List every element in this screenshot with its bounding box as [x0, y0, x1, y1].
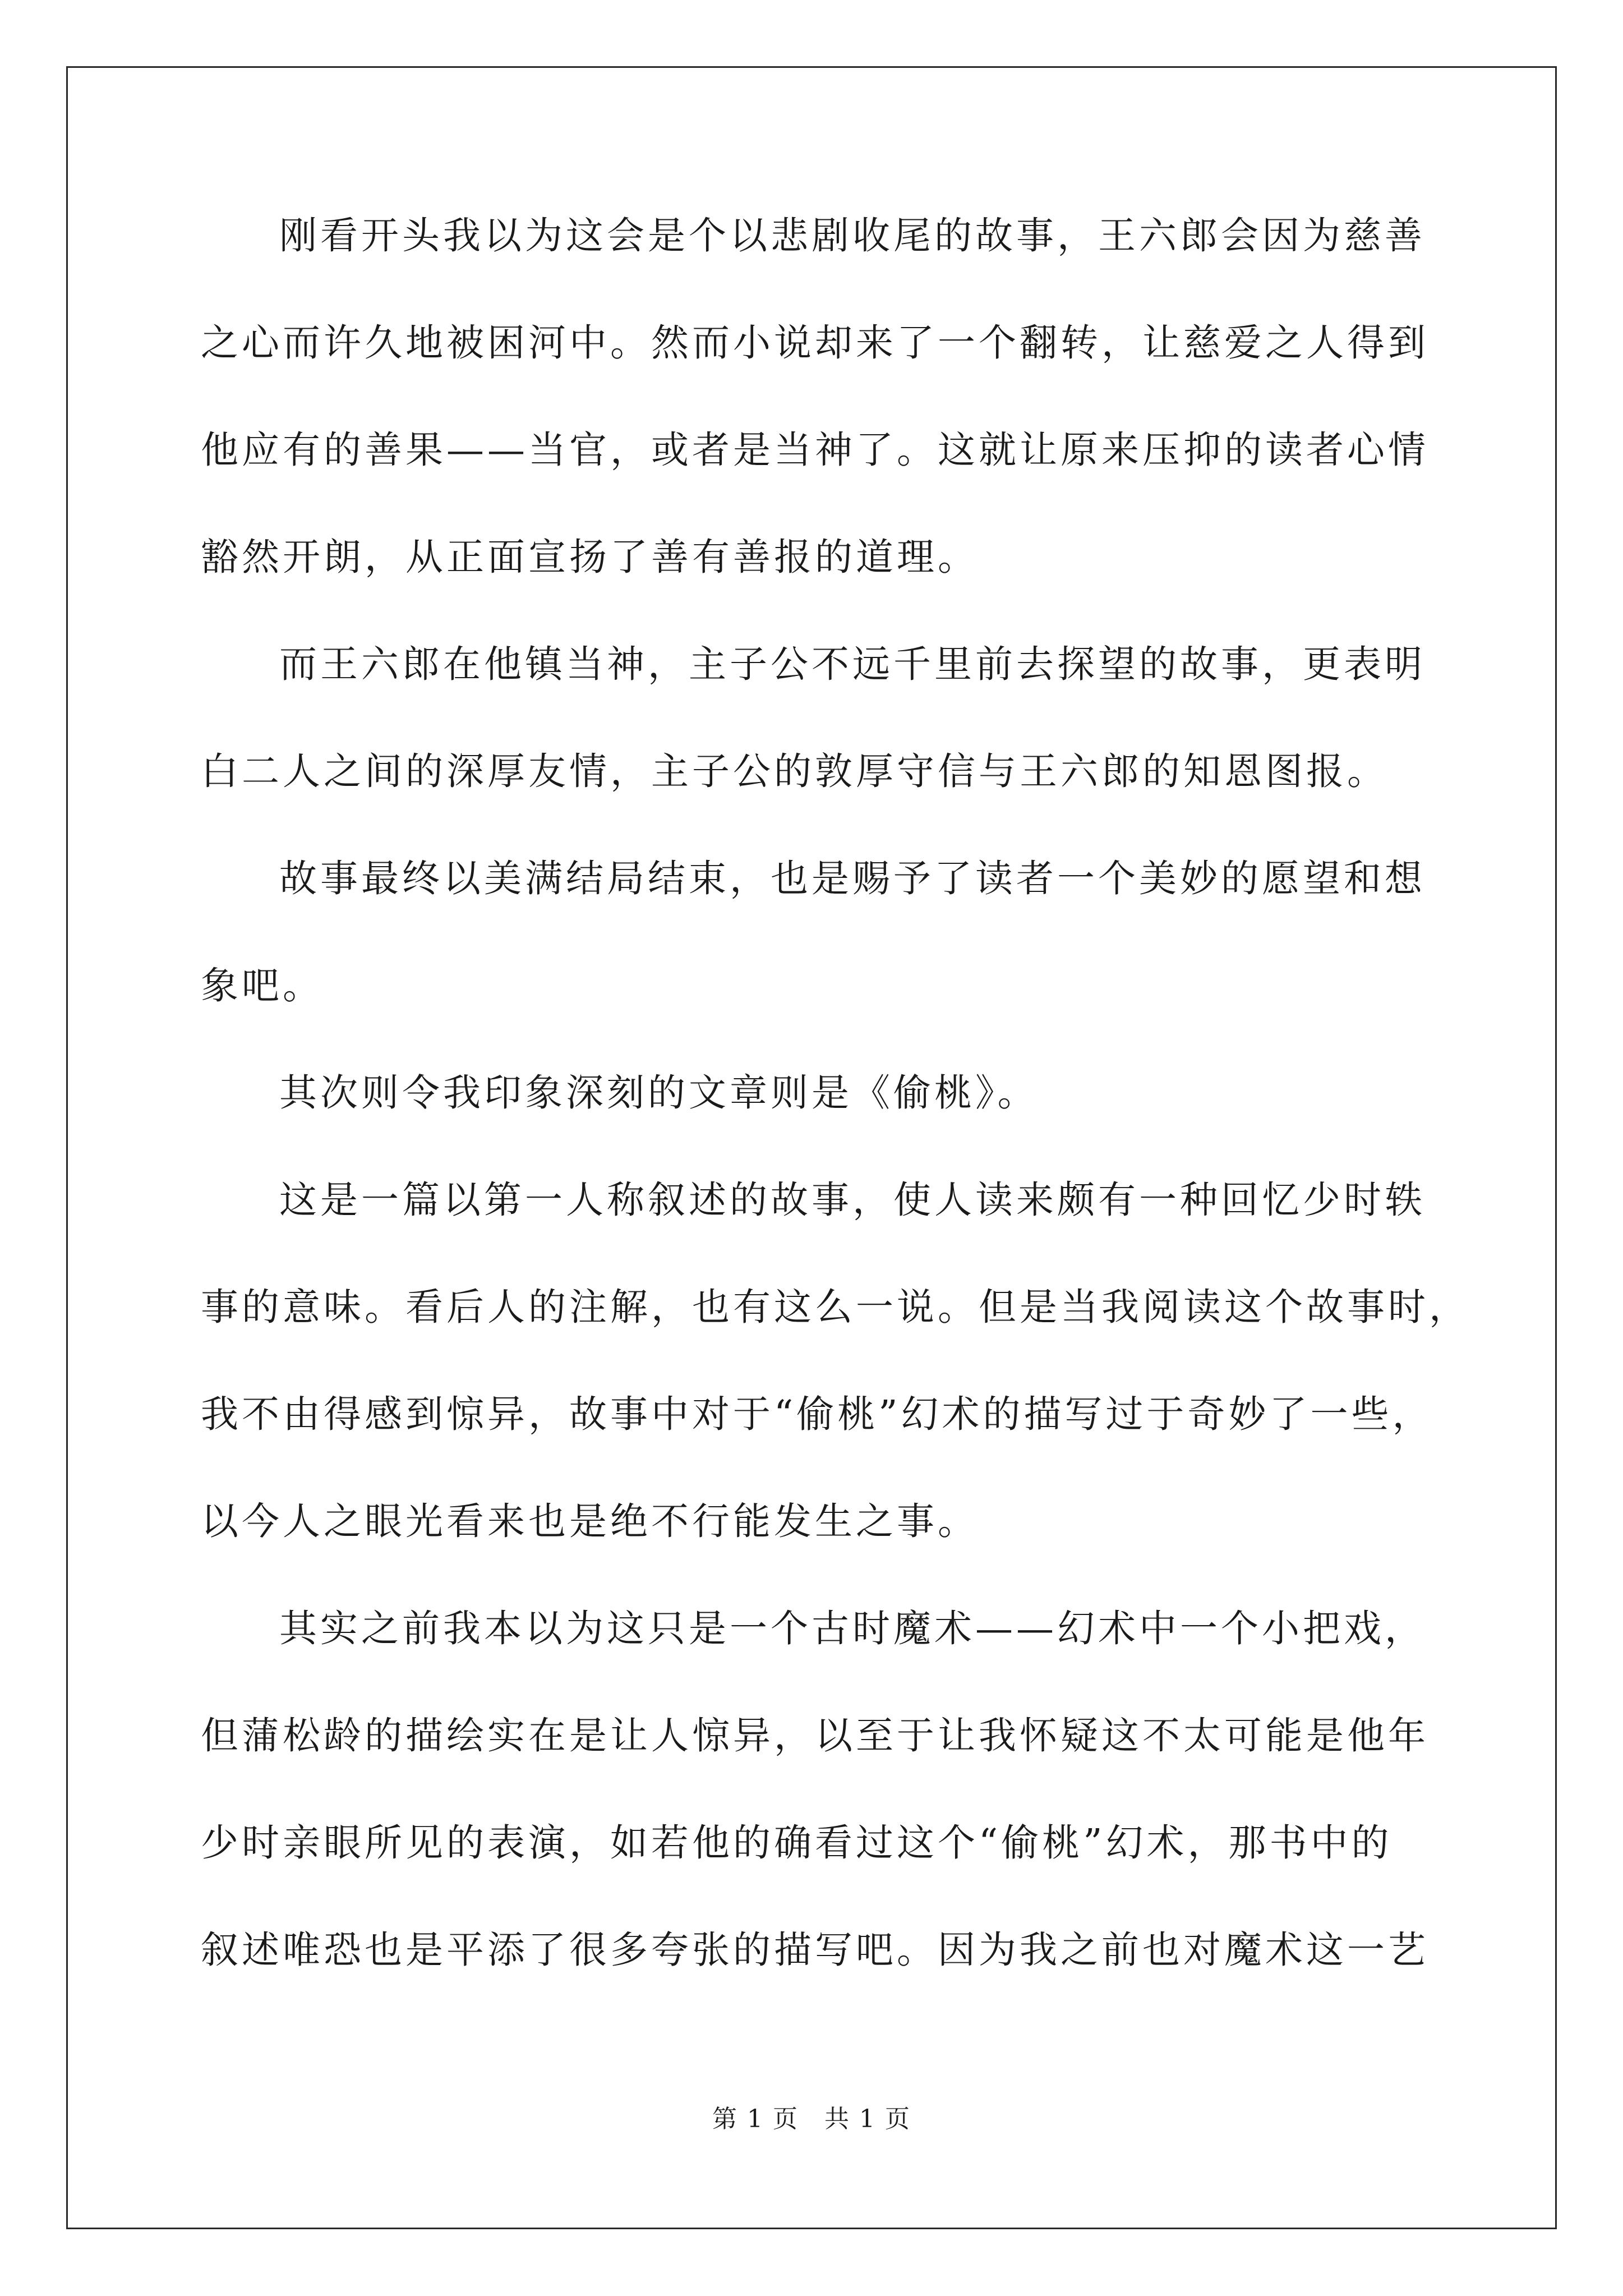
text-line: 我不由得感到惊异，故事中对于“偷桃”幻术的描写过于奇妙了一些，: [201, 1392, 1433, 1436]
text-line: 其实之前我本以为这只是一个古时魔术——幻术中一个小把戏，: [279, 1607, 1426, 1650]
text-line: 白二人之间的深厚友情，主子公的敦厚守信与王六郎的知恩图报。: [201, 749, 1388, 793]
text-line: 刚看开头我以为这会是个以悲剧收尾的故事，王六郎会因为慈善: [279, 214, 1426, 257]
document-body: [201, 209, 1470, 2030]
text-line: 豁然开朗，从正面宣扬了善有善报的道理。: [201, 535, 979, 579]
text-line: 少时亲眼所见的表演，如若他的确看过这个“偷桃”幻术，那书中的: [201, 1821, 1393, 1865]
text-line: 这是一篇以第一人称叙述的故事，使人读来颇有一种回忆少时轶: [279, 1178, 1426, 1222]
text-line: 之心而许久地被困河中。然而小说却来了一个翻转，让慈爱之人得到: [201, 321, 1429, 365]
text-line: 故事最终以美满结局结束，也是赐予了读者一个美妙的愿望和想: [279, 857, 1426, 900]
text-line: 象吧。: [201, 964, 324, 1007]
text-line: 其次则令我印象深刻的文章则是《偷桃》。: [279, 1071, 1039, 1115]
text-line: 以今人之眼光看来也是绝不行能发生之事。: [201, 1499, 979, 1543]
text-line: 叙述唯恐也是平添了很多夸张的描写吧。因为我之前也对魔术这一艺: [201, 1928, 1429, 1972]
page-footer: 第 1 页 共 1 页: [712, 2105, 911, 2133]
text-line: 他应有的善果——当官，或者是当神了。这就让原来压抑的读者心情: [201, 428, 1429, 472]
text-line: 而王六郎在他镇当神，主子公不远千里前去探望的故事，更表明: [279, 642, 1426, 686]
text-line: 但蒲松龄的描绘实在是让人惊异，以至于让我怀疑这不太可能是他年: [201, 1714, 1429, 1757]
text-line: 事的意味。看后人的注解，也有这么一说。但是当我阅读这个故事时，: [201, 1285, 1470, 1329]
